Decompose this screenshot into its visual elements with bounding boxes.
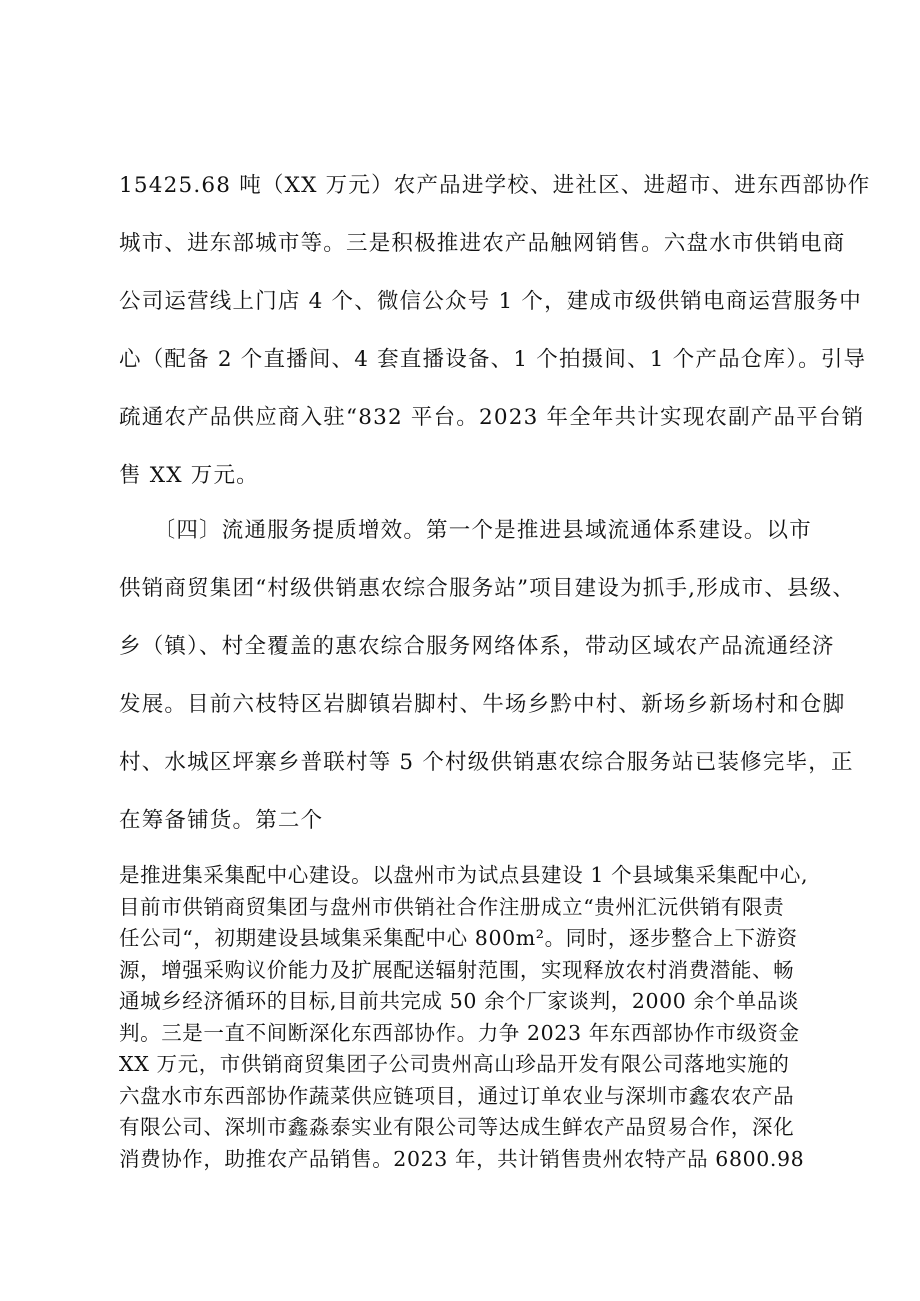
text-line: 15425.68 吨（XX 万元）农产品进学校、进社区、进超市、进东西部协作	[119, 173, 871, 198]
paragraph-block-upper	[119, 166, 871, 859]
text-line: 村、水城区坪寨乡普联村等 5 个村级供销惠农综合服务站已装修完毕，正	[119, 750, 854, 775]
text-line: 判。三是一直不间断深化东西部协作。力争 2023 年东西部协作市级资金	[119, 1020, 800, 1045]
text-line: 公司运营线上门店 4 个、微信公众号 1 个，建成市级供销电商运营服务中	[119, 289, 862, 314]
text-line: 乡（镇）、村全覆盖的惠农综合服务网络体系，带动区域农产品流通经济	[119, 634, 835, 659]
text-line: 有限公司、深圳市鑫淼泰实业有限公司等达成生鲜农产品贸易合作，深化	[119, 1115, 795, 1139]
text-line: 发展。目前六枝特区岩脚镇岩脚村、牛场乡黔中村、新场乡新场村和仓脚	[119, 692, 846, 717]
section-heading-line: 〔四〕流通服务提质增效。第一个是推进县域流通体系建设。以市	[119, 518, 812, 543]
text-line: 源，增强采购议价能力及扩展配送辐射范围，实现释放农村消费潜能、畅	[119, 957, 795, 982]
text-line: 消费协作，助推农产品销售。2023 年，共计销售贵州农特产品 6800.98	[119, 1146, 805, 1171]
text-line: 任公司“，初期建设县域集采集配中心 800m²。同时，逐步整合上下游资	[119, 926, 798, 950]
text-line: 售 XX 万元。	[119, 463, 259, 488]
text-line: 是推进集采集配中心建设。以盘州市为试点县建设 1 个县域集采集配中心,	[119, 863, 809, 887]
text-line: 通城乡经济循环的目标,目前共完成 50 余个厂家谈判，2000 余个单品谈	[119, 989, 800, 1013]
text-line: 供销商贸集团“村级供销惠农综合服务站”项目建设为抓手,形成市、县级、	[119, 576, 856, 601]
text-line: 心（配备 2 个直播间、4 套直播设备、1 个拍摄间、1 个产品仓库）。引导	[119, 347, 867, 372]
text-line: 疏通农产品供应商入驻“832 平台。2023 年全年共计实现农副产品平台销	[119, 405, 865, 430]
text-line: 六盘水市东西部协作蔬菜供应链项目，通过订单农业与深圳市鑫农农产品	[119, 1083, 795, 1108]
paragraph-block-lower	[119, 860, 819, 1175]
text-line: 目前市供销商贸集团与盘州市供销社合作注册成立“贵州汇沅供销有限责	[119, 894, 785, 919]
text-line: XX 万元，市供销商贸集团子公司贵州高山珍品开发有限公司落地实施的	[119, 1052, 790, 1076]
text-line: 在筹备铺货。第二个	[119, 808, 324, 833]
text-line: 城市、进东部城市等。三是积极推进农产品触网销售。六盘水市供销电商	[119, 231, 846, 256]
